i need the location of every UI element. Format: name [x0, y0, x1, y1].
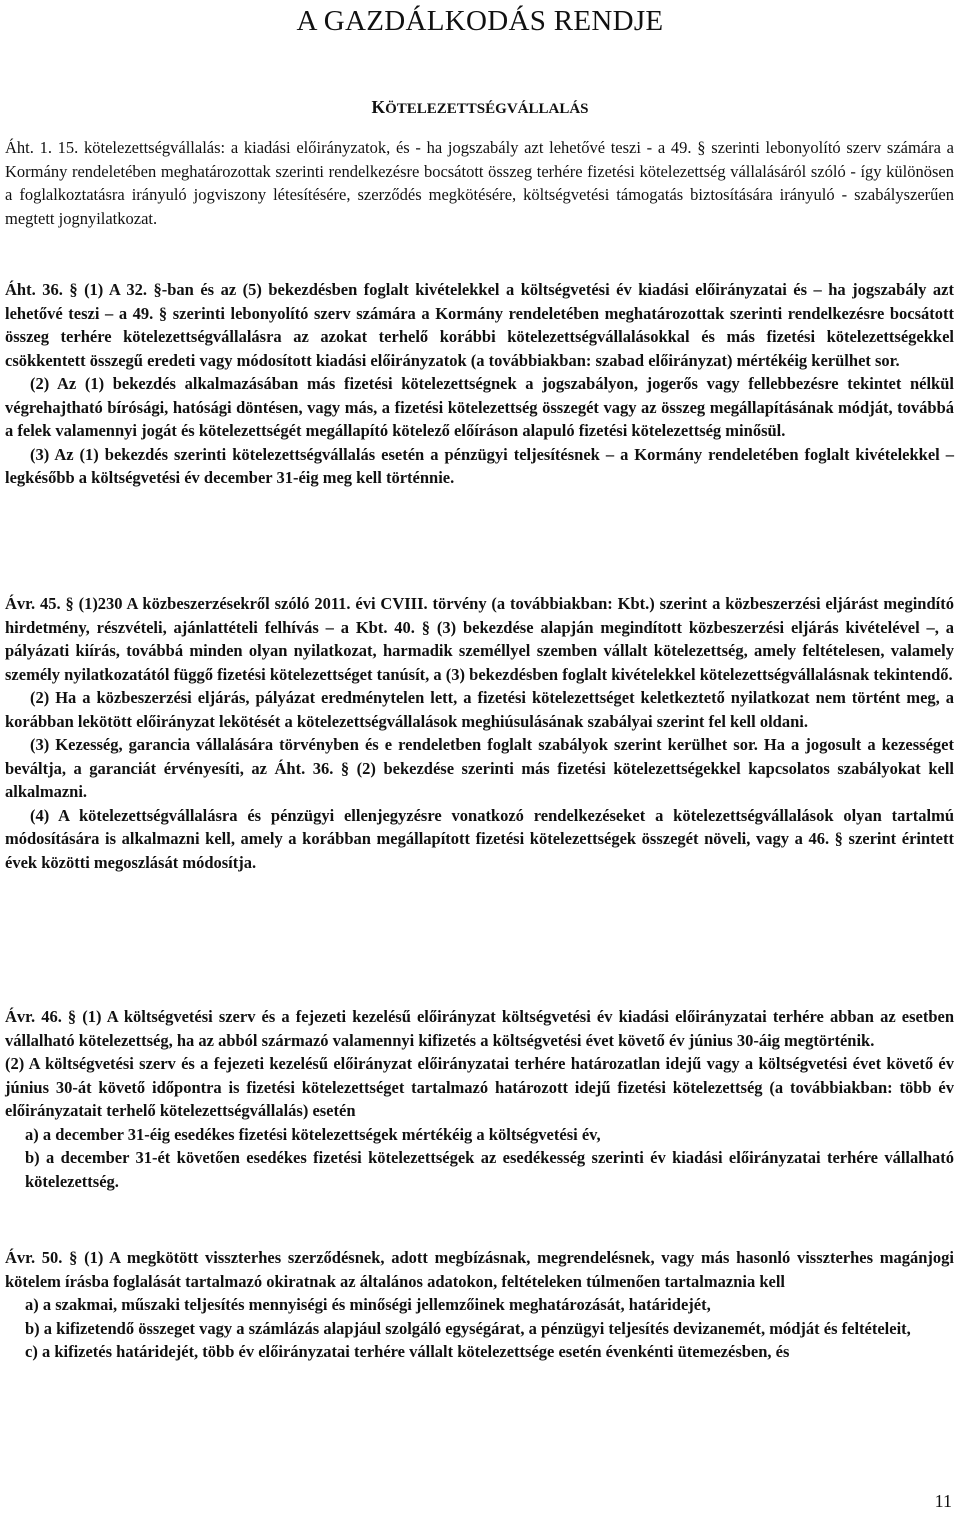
section-heading-initial: K — [371, 97, 386, 117]
paragraph: (2) A költségvetési szerv és a fejezeti kezelésű előirányzat előirányzatai terhére határozatlan idejű vagy a költségvetési évet követő év június 30-át követő időpontra is fizetési kötelezettséget tartalmazó határozott idejű fizetési kötelezettség (a továbbiakban: több év előirányzatait terhelő kötelezettségvállalás) esetén — [5, 1054, 954, 1120]
avr-45-section — [5, 592, 954, 874]
avr-46-section — [5, 1005, 954, 1193]
avr-50-section — [5, 1246, 954, 1364]
paragraph: Áht. 1. 15. kötelezettségvállalás: a kiadási előirányzatok, és - ha jogszabály azt lehetővé teszi - a 49. § szerinti lebonyolító szerv számára a Kormány rendeletében meghatározottak szerinti rendelkezésre bocsátott összeg terhére fizetési kötelezettség vállalásáról szóló - így különösen a foglalkoztatásra irányuló jogviszony létesítésére, szerződés megkötésére, költségvetési támogatás biztosítására irányuló - szabályszerűen megtett jognyilatkozat. — [5, 138, 954, 228]
list-item: a) a szakmai, műszaki teljesítés mennyiségi és minőségi jellemzőinek meghatározását, határidejét, — [25, 1295, 711, 1314]
paragraph: Ávr. 45. § (1)230 A közbeszerzésekről szóló 2011. évi CVIII. törvény (a továbbiakban: Kbt.) szerint a közbeszerzési eljárást megindító hirdetmény, részvételi, ajánlattételi felhívás – a Kbt. 40. § (3) bekezdése alapján megindított közbeszerzési eljárás kivételével –, a pályázati kiírás, továbbá minden olyan nyilatkozat, harmadik személlyel szemben vállalt kötelezettség, amely feltételesen, valamely személy nyilatkozatától függő fizetési kötelezettséget tanúsít, a (3) bekezdésben foglalt kivételekkel kötelezettségvállalásnak tekintendő. — [5, 594, 954, 684]
aht-36-section — [5, 278, 954, 490]
paragraph: (2) Az (1) bekezdés alkalmazásában más fizetési kötelezettségnek a jogszabályon, jogerős vagy fellebbezésre tekintet nélkül végrehajtható bírósági, hatósági döntésen, vagy más, a fizetési kötelezettség összegét vagy az összeg megállapításának módját, továbbá a felek valamennyi jogát és kötelezettségét megállapító kötelező előíráson alapuló fizetési kötelezettség minősül. — [5, 374, 954, 440]
page-number: 11 — [934, 1491, 952, 1511]
paragraph: (2) Ha a közbeszerzési eljárás, pályázat eredménytelen lett, a fizetési kötelezettséget keletkeztető nyilatkozat nem történt meg, a korábban lekötött előirányzat lekötését a kötelezettségvállalások meghiúsulásának szabályai szerint fel kell oldani. — [5, 688, 954, 731]
paragraph: (3) Az (1) bekezdés szerinti kötelezettségvállalás esetén a pénzügyi teljesítésnek – a Kormány rendeletében foglalt kivételekkel – legkésőbb a költségvetési év december 31-éig meg kell történnie. — [5, 444, 954, 487]
page-title: A GAZDÁLKODÁS RENDJE — [296, 5, 664, 37]
list-item: b) a december 31-ét követően esedékes fizetési kötelezettségek az esedékesség szerinti év kiadási előirányzatai terhére vállalható kötelezettség. — [25, 1148, 954, 1191]
paragraph: (3) Kezesség, garancia vállalására törvényben és e rendeletben foglalt szabályok szerint kerülhet sor. Ha a jogosult a kezességet beváltja, a garanciát érvényesíti, az Áht. 36. § (2) bekezdése szerinti más fizetési kötelezettségekkel kapcsolatos szabályokat kell alkalmazni. — [5, 735, 954, 801]
paragraph: (4) A kötelezettségvállalásra és pénzügyi ellenjegyzésre vonatkozó rendelkezéseket a kötelezettségvállalások olyan tartalmú módosítására is alkalmazni kell, amely a korábban megállapított fizetési kötelezettségek összegét növeli, vagy a 46. § szerint érintett évek közötti megoszlását módosítja. — [5, 805, 954, 872]
section-heading — [0, 96, 960, 120]
list-item: b) a kifizetendő összeget vagy a számlázás alapjául szolgáló egységárat, a pénzügyi teljesítés devizanemét, módját és feltételeit, — [25, 1318, 911, 1338]
list-item: a) a december 31-éig esedékes fizetési kötelezettségek mértékéig a költségvetési év, — [25, 1124, 601, 1144]
aht-1-definition — [5, 136, 954, 230]
list-item: c) a kifizetés határidejét, több év előirányzatai terhére vállalt kötelezettsége esetén évenkénti ütemezésben, és — [25, 1342, 790, 1361]
section-heading-rest: ÖTELEZETTSÉGVÁLLALÁS — [385, 101, 589, 117]
paragraph: Ávr. 50. § (1) A megkötött visszterhes szerződésnek, adott megbízásnak, megrendelésnek, vagy más hasonló visszterhes magánjogi kötelem írásba foglalását tartalmazó okiratnak az általános adatokon, feltételeken túlmenően tartalmaznia kell — [5, 1248, 954, 1291]
paragraph: Áht. 36. § (1) A 32. §-ban és az (5) bekezdésben foglalt kivételekkel a költségvetési év kiadási előirányzatai és – ha jogszabály azt lehetővé teszi – a 49. § szerinti lebonyolító szerv számára a Kormány rendeletében meghatározottak szerinti rendelkezésre bocsátott összeg terhére kötelezettségvállalásra az azokat terhelő korábbi kötelezettségvállalásokkal és más fizetési kötelezettségekkel csökkentett összegű eredeti vagy módosított kiadási előirányzatok (a továbbiakban: szabad előirányzat) mértékéig kerülhet sor. — [5, 280, 954, 370]
paragraph: Ávr. 46. § (1) A költségvetési szerv és a fejezeti kezelésű előirányzat költségvetési év kiadási előirányzatai terhére abban az esetben vállalható kötelezettség, ha az abból származó valamennyi kifizetés a költségvetési évet követő év június 30-áig megtörténik. — [5, 1007, 954, 1050]
